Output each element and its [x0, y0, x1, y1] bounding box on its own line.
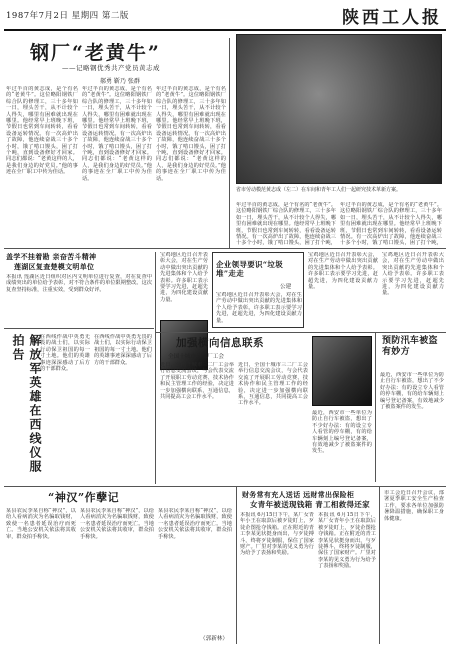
- date-line: 1987年7月2日 星期四 第二版: [6, 11, 129, 21]
- newspaper-title: 陕西工人报: [342, 8, 442, 28]
- bottom-left-headline: “神汉”作孽记: [48, 491, 120, 504]
- editorial-byline: 公建: [280, 284, 292, 290]
- left-story-headline: 盖学不挂着勘 亲奋苦斗精神: [6, 252, 97, 261]
- column-divider: [155, 252, 156, 484]
- mid-center-body-1: 近日，全国十城市三二厂工会举行信息交流会议，与会代表交流了开展职工劳动竞赛、技术协作和民主管理工作的经验，决定进一步加强横向联系，互通信息，共同提高工会工作水平。: [160, 362, 234, 401]
- footer-right-body: 市工会近日召开会议，部署夏季职工安全生产检查工作，要求各单位加强防暑降温措施，确保职工身体健康。: [384, 490, 444, 522]
- section-rule: [4, 248, 446, 249]
- upper-right-body-1: 宝鸡地区近日召开表彰大会，对在生产劳动中做出突出贡献的先进集体和个人给予表彰。许多职工表示要学习先进，赶超先进，为四化建设贡献力量。: [160, 252, 208, 303]
- photo-side-text-1: 年过半百的黄志成，是个有名的“老黄牛”。这位略阳钢铁厂综合队的修理工，三十多年如一日，埋头苦干，从不计较个人得失，哪里有困难就出现在哪里。他经常早上班晚下班，节假日也常到车间转转，看看设备运转情况。有一次高炉出了故障，他连续奋战三十多个小时，饿了啃口馒头，困了打个盹，: [236, 202, 336, 246]
- left-story-body: 本报讯 莲湖区近日组织对区内文明单位进行复查，对在复查中成绩突出的单位给予表彰，对不符合条件的单位限期整改。这次复查坚持标准，注重实效，受到群众好评。: [6, 274, 152, 293]
- right-story-body: 最近，西安市一些单位为防止自行车被盗，想出了不少好办法：有的设立专人看管的停车棚，有的给车辆刻上编号登记备案，有效地减少了被盗案件的发生。: [380, 372, 444, 411]
- right-side-body: 最近，西安市一些单位为防止自行车被盗，想出了不少好办法：有的设立专人看管的停车棚，有的给车辆刻上编号登记备案，有效地减少了被盗案件的发生。: [312, 410, 372, 455]
- left-section-rule: [4, 328, 154, 329]
- masthead: [4, 3, 446, 29]
- lead-body-col-3: 年过半百的黄志成，是个有名的“老黄牛”。这位略阳钢铁厂综合队的修理工，三十多年如一日，埋头苦干，从不计较个人得失，哪里有困难就出现在哪里。他经常早上班晚下班，节假日也常到车间转转，看看设备运转情况。有一次高炉出了故障，他连续奋战三十多个小时，饿了啃口馒头，困了打个盹，直到设备修好才回家。同志们都说：“老黄这样的人，是我们身边的好党员。”他的事迹在全厂职工中传为佳话。: [156, 86, 226, 182]
- lead-body-col-1: 年过半百的黄志成，是个有名的“老黄牛”。这位略阳钢铁厂综合队的修理工，三十多年如一日，埋头苦干，从不计较个人得失，哪里有困难就出现在哪里。他经常早上班晚下班，节假日也常到车间转转，看看设备运转情况。有一次高炉出了故障，他连续奋战三十多个小时，饿了啃口馒头，困了打个盹，直到设备修好才回家。同志们都说：“老黄这样的人，是我们身边的好党员。”他的事迹在全厂职工中传为佳话。: [6, 86, 78, 176]
- editorial-headline: 企业领导要识“垃圾堆”走走: [216, 260, 284, 278]
- lead-body-col-2: 年过半百的黄志成，是个有名的“老黄牛”。这位略阳钢铁厂综合队的修理工，三十多年如一日，埋头苦干，从不计较个人得失，哪里有困难就出现在哪里。他经常早上班晚下班，节假日也常到车间转转，看看设备运转情况。有一次高炉出了故障，他连续奋战三十多个小时，饿了啃口馒头，困了打个盹，直到设备修好才回家。同志们都说：“老黄这样的人，是我们身边的好党员。”他的事迹在全厂职工中传为佳话。: [82, 86, 152, 182]
- editorial-body: 宝鸡地区近日召开表彰大会，对在生产劳动中做出突出贡献的先进集体和个人给予表彰。许多职工表示要学习先进，赶超先进，为四化建设贡献力量。: [216, 292, 302, 324]
- left-story-subhead: 莲湖区复查楚模文明单位: [14, 262, 95, 271]
- bottom-center-subhead: 女青年被送现钱箱 青工相救得还家: [250, 500, 370, 509]
- bottom-center-body-1: 本报讯 6月15日下午，某厂女青年小王在取款后被歹徒盯上，歹徒企图抢夺钱箱。正在附近的青工李某见状挺身而出，与歹徒搏斗，终将歹徒制服，保住了国家财产。厂里对李某的见义勇为行为给予了表扬和奖励。: [240, 512, 314, 557]
- photo-caption: 省市劳动模范黄志成（左二）在车间和青年工人们一起研究技术革新方案。: [236, 187, 402, 193]
- bottom-center-body-2: 本报讯 6月15日下午，某厂女青年小王在取款后被歹徒盯上，歹徒企图抢夺钱箱。正在附近的青工李某见状挺身而出，与歹徒搏斗，终将歹徒制服，保住了国家财产。厂里对李某的见义勇为行为给予了表扬和奖励。: [318, 512, 376, 570]
- right-story-headline: 预防汛车被盗有妙方: [382, 336, 438, 357]
- masthead-rule: [4, 29, 446, 31]
- bottom-left-body-1: 某县农民李某自称“神汉”，以给人看病消灾为名骗取钱财，致使一名患者延误治疗而死亡。当地公安机关依法将其收审，群众拍手称快。: [6, 508, 76, 540]
- bottom-left-body-2: 某县农民李某自称“神汉”，以给人看病消灾为名骗取钱财，致使一名患者延误治疗而死亡。当地公安机关依法将其收审，群众拍手称快。: [80, 508, 154, 540]
- bottom-left-byline: （郭新林）: [200, 636, 228, 642]
- vertical-story-body-1: 在西线作战中英勇无畏的战士们，以实际行动保卫祖国的每一寸土地。他们的英雄事迹深深感动了后方的干部群众。: [40, 334, 90, 373]
- mid-section-rule: [156, 332, 446, 333]
- photo-side-text-2: 年过半百的黄志成，是个有名的“老黄牛”。这位略阳钢铁厂综合队的修理工，三十多年如一日，埋头苦干，从不计较个人得失，哪里有困难就出现在哪里。他经常早上班晚下班，节假日也常到车间转转，看看设备运转情况。有一次高炉出了故障，他连续奋战三十多个小时，饿了啃口馒头，困了打个盹，: [340, 202, 442, 246]
- bottom-center-headline: 财务常有充人送话 远财常出保险柜: [242, 490, 355, 499]
- lead-byline: 郝勇 靳乃 张群: [100, 78, 140, 85]
- lead-headline: 钢厂“老黄牛”: [30, 42, 161, 64]
- vertical-story-headline: 解放军英雄在西线仪服拍告: [11, 334, 42, 474]
- worker-group-photo: [236, 34, 442, 184]
- upper-right-body-3: 宝鸡地区近日召开表彰大会，对在生产劳动中做出突出贡献的先进集体和个人给予表彰。许多职工表示要学习先进，赶超先进，为四化建设贡献力量。: [382, 252, 444, 297]
- bottom-left-body-3: 某县农民李某自称“神汉”，以给人看病消灾为名骗取钱财，致使一名患者延误治疗而死亡。当地公安机关依法将其收审，群众拍手称快。: [158, 508, 232, 540]
- column-divider: [236, 486, 237, 644]
- column-divider: [379, 486, 380, 644]
- night-scene-photo: [312, 336, 372, 406]
- mid-center-body-2: 近日，全国十城市三二厂工会举行信息交流会议，与会代表交流了开展职工劳动竞赛、技术协作和民主管理工作的经验，决定进一步加强横向联系，互通信息，共同提高工会工作水平。: [238, 362, 308, 407]
- mid-center-subhead: 全国十城市三二厂工会: [168, 354, 224, 360]
- column-divider: [375, 332, 376, 482]
- vertical-story-body-2: 在西线作战中英勇无畏的战士们，以实际行动保卫祖国的每一寸土地。他们的英雄事迹深深感动了后方的干部群众。: [94, 334, 152, 366]
- lead-subhead: ——记略钢优秀共产党员黄志成: [62, 64, 160, 72]
- mid-center-headline: 加强横向信息联系: [176, 337, 264, 349]
- column-divider: [229, 38, 230, 248]
- upper-right-body-2: 宝鸡地区近日召开表彰大会，对在生产劳动中做出突出贡献的先进集体和个人给予表彰。许多职工表示要学习先进，赶超先进，为四化建设贡献力量。: [308, 252, 378, 291]
